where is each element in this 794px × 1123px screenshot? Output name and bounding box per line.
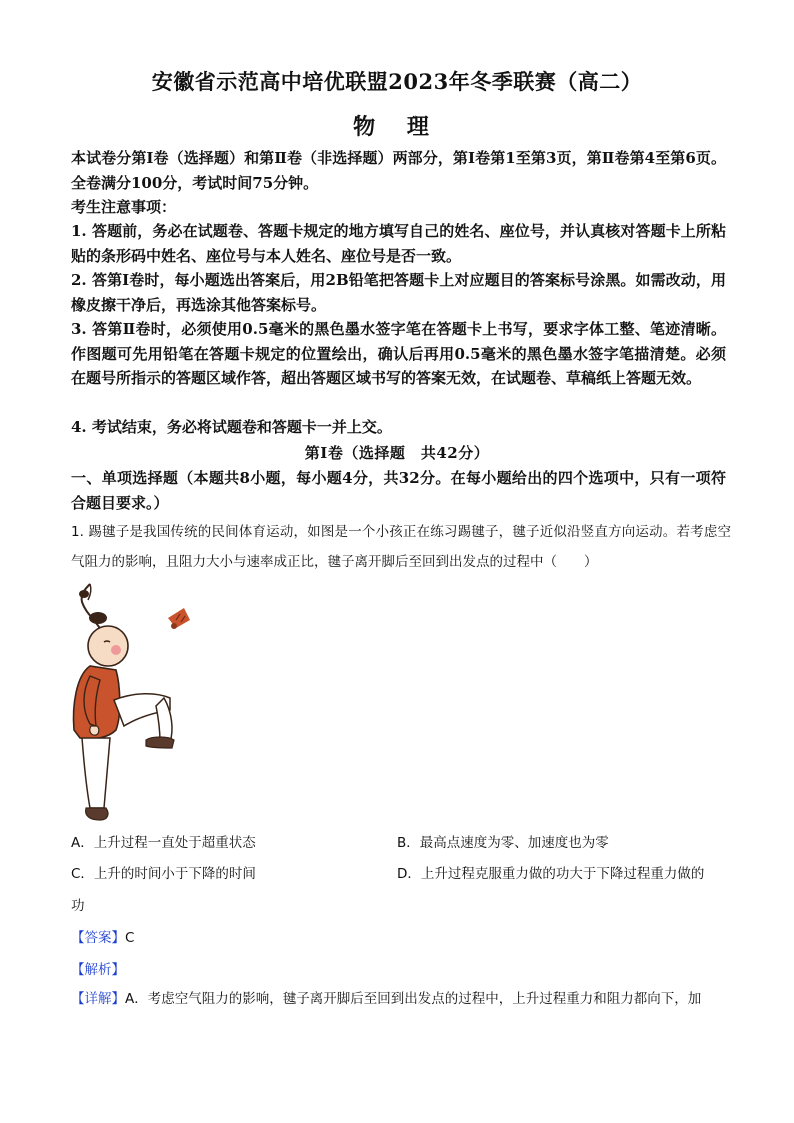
detail-line [71,989,731,1009]
intro-paragraph: 本试卷分第Ⅰ卷（选择题）和第Ⅱ卷（非选择题）两部分，第Ⅰ卷第1至第3页，第Ⅱ卷第4至第6页。全卷满分100分，考试时间75分钟。 [71,149,726,192]
option-d-continuation: 功 [71,898,85,914]
subject-title: 物 理 [353,114,441,140]
shuttlecock-icon [168,608,190,629]
notice-item-3: 3. 答第Ⅱ卷时，必须使用0.5毫米的黑色墨水签字笔在答题卡上书写，要求字体工整、笔迹清晰。作图题可先用铅笔在答题卡规定的位置绘出，确认后再用0.5毫米的黑色墨水签字笔描清楚。必须在题号所指示的答题区域作答，超出答题区域书写的答案无效，在试题卷、草稿纸上答题无效。 [71,320,726,387]
kid-kicking-shuttlecock-illustration [60,580,210,825]
answer-label: 【答案】 [71,930,125,946]
analysis-line [71,960,125,980]
option-c: C．上升的时间小于下降的时间 [71,866,256,882]
option-b: B．最高点速度为零、加速度也为零 [397,835,609,851]
notice-heading: 考生注意事项： [71,198,177,216]
detail-label: 【详解】 [71,991,125,1007]
section-title: 第Ⅰ卷（选择题 共42分） [304,444,490,462]
notice-item-4: 4. 考试结束，务必将试题卷和答题卡一并上交。 [71,418,392,436]
exam-title: 安徽省示范高中培优联盟2023年冬季联赛（高二） [151,69,643,94]
detail-text: A．考虑空气阻力的影响，毽子离开脚后至回到出发点的过程中，上升过程重力和阻力都向下，加 [125,991,702,1007]
notice-item-2: 2. 答第Ⅰ卷时，每小题选出答案后，用2B铅笔把答题卡上对应题目的答案标号涂黑。如需改动，用橡皮擦干净后，再选涂其他答案标号。 [71,271,726,314]
analysis-label: 【解析】 [71,962,125,978]
answer-line [71,928,134,948]
answer-value: C [125,930,135,946]
option-a: A．上升过程一直处于超重状态 [71,835,256,851]
question-1-stem: 1. 踢毽子是我国传统的民间体育运动，如图是一个小孩正在练习踢毽子，毽子近似沿竖直方向运动。若考虑空气阻力的影响，且阻力大小与速率成正比，毽子离开脚后至回到出发点的过程中（ ） [71,524,731,570]
part-heading: 一、单项选择题（本题共8小题，每小题4分，共32分。在每小题给出的四个选项中，只有一项符合题目要求。） [71,469,726,512]
notice-item-1: 1. 答题前，务必在试题卷、答题卡规定的地方填写自己的姓名、座位号，并认真核对答题卡上所粘贴的条形码中姓名、座位号与本人姓名、座位号是否一致。 [71,222,726,265]
option-d: D．上升过程克服重力做的功大于下降过程重力做的 [397,866,705,882]
